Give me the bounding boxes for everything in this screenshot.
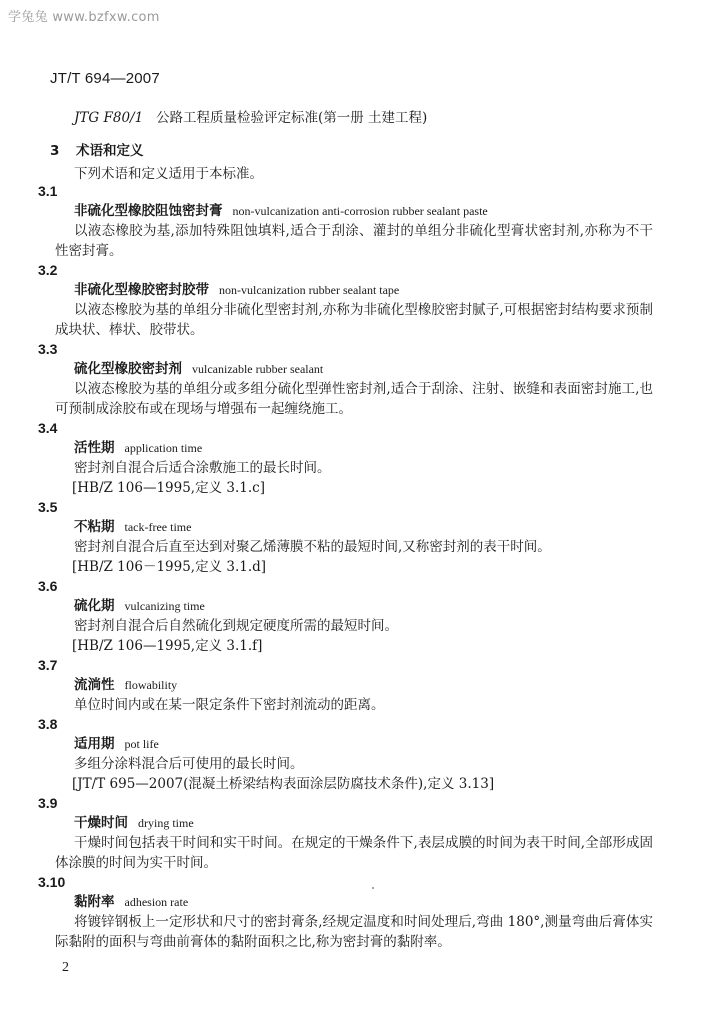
section-title: 术语和定义 (76, 143, 144, 159)
term-name-zh: 干燥时间 (74, 815, 128, 831)
term-number: 3.8 (38, 716, 58, 732)
term-definition: 干燥时间包括表干时间和实干时间。在规定的干燥条件下,表层成膜的时间为表干时间,全部形成固体涂膜的时间为实干时间。 (55, 835, 653, 871)
term-heading (0, 359, 701, 379)
term-entry (0, 577, 701, 656)
normative-reference (74, 106, 427, 126)
term-heading (0, 517, 701, 537)
section-intro: 下列术语和定义适用于本标准。 (74, 166, 263, 182)
term-definition: 以液态橡胶为基,添加特殊阻蚀填料,适合于刮涂、灌封的单组分非硫化型膏状密封剂,亦称为不干性密封膏。 (55, 223, 653, 259)
term-number: 3.4 (38, 420, 58, 436)
term-heading (0, 280, 701, 300)
term-name-zh: 流淌性 (74, 677, 115, 693)
term-name-zh: 硫化期 (74, 598, 115, 614)
term-name-zh: 活性期 (74, 440, 115, 456)
term-name-en: non-vulcanization rubber sealant tape (219, 283, 400, 297)
term-number: 3.3 (38, 341, 58, 357)
term-name-en: vulcanizable rubber sealant (192, 362, 324, 376)
term-number: 3.2 (38, 262, 58, 278)
reference-code: JTG F80/1 (74, 110, 144, 126)
watermark-text: 学兔兔 www.bzfxw.com (8, 10, 160, 25)
term-name-zh: 不粘期 (74, 519, 115, 535)
term-entry (0, 498, 701, 577)
term-heading (0, 892, 701, 912)
standard-code-header: JT/T 694—2007 (50, 70, 160, 87)
term-name-zh: 黏附率 (74, 894, 115, 910)
term-name-en: adhesion rate (124, 895, 189, 909)
term-name-zh: 硫化型橡胶密封剂 (74, 361, 182, 377)
term-source: [HB/Z 106—1995,定义 3.1.c] (72, 480, 265, 496)
term-heading (0, 734, 701, 754)
term-heading (0, 438, 701, 458)
term-number: 3.10 (38, 874, 66, 890)
section-number: 3 (50, 143, 60, 159)
term-definition: 密封剂自混合后适合涂敷施工的最长时间。 (74, 460, 331, 476)
term-name-en: non-vulcanization anti-corrosion rubber sealant paste (232, 204, 488, 218)
term-entry (0, 656, 701, 715)
term-number: 3.7 (38, 657, 58, 673)
term-entry (0, 261, 701, 340)
term-definition: 以液态橡胶为基的单组分非硫化型密封剂,亦称为非硫化型橡胶密封腻子,可根据密封结构要求预制成块状、棒状、胶带状。 (55, 302, 653, 338)
term-name-zh: 适用期 (74, 736, 115, 752)
term-heading (0, 675, 701, 695)
term-number: 3.1 (38, 183, 58, 199)
term-entry (0, 419, 701, 498)
term-heading (0, 596, 701, 616)
term-source: [HB/Z 106—1995,定义 3.1.f] (72, 638, 263, 654)
term-source: [JT/T 695—2007(混凝土桥梁结构表面涂层防腐技术条件),定义 3.13] (72, 776, 495, 792)
term-name-en: flowability (124, 678, 178, 692)
term-definition: 以液态橡胶为基的单组分或多组分硫化型弹性密封剂,适合于刮涂、注射、嵌缝和表面密封施工,也可预制成涂胶布或在现场与增强布一起缠绕施工。 (55, 381, 653, 417)
term-entry (0, 182, 701, 261)
term-heading (0, 813, 701, 833)
term-heading (0, 201, 701, 221)
term-definition: 密封剂自混合后直至达到对聚乙烯薄膜不粘的最短时间,又称密封剂的表干时间。 (74, 539, 551, 555)
term-name-en: vulcanizing time (124, 599, 205, 613)
term-name-zh: 非硫化型橡胶阻蚀密封膏 (74, 203, 223, 219)
term-number: 3.9 (38, 795, 58, 811)
term-definition: 单位时间内或在某一限定条件下密封剂流动的距离。 (74, 697, 385, 713)
term-name-en: drying time (138, 816, 194, 830)
term-number: 3.6 (38, 578, 58, 594)
term-definition: 密封剂自混合后自然硫化到规定硬度所需的最短时间。 (74, 618, 398, 634)
section-heading (50, 139, 144, 159)
term-entry (0, 715, 701, 794)
term-entry (0, 873, 701, 952)
page-number: 2 (62, 960, 69, 975)
term-name-en: pot life (124, 737, 159, 751)
reference-title: 公路工程质量检验评定标准(第一册 土建工程) (156, 110, 428, 126)
term-entry (0, 794, 701, 873)
term-number: 3.5 (38, 499, 58, 515)
term-name-en: tack-free time (124, 520, 192, 534)
scan-speck (372, 887, 374, 889)
term-entry (0, 340, 701, 419)
term-definition: 将镀锌钢板上一定形状和尺寸的密封膏条,经规定温度和时间处理后,弯曲 180°,测量弯曲后膏体实际黏附的面积与弯曲前膏体的黏附面积之比,称为密封膏的黏附率。 (55, 914, 653, 950)
term-name-en: application time (124, 441, 203, 455)
term-definition: 多组分涂料混合后可使用的最长时间。 (74, 756, 304, 772)
terms-list (0, 182, 701, 952)
term-source: [HB/Z 106－1995,定义 3.1.d] (72, 559, 267, 575)
term-name-zh: 非硫化型橡胶密封胶带 (74, 282, 209, 298)
